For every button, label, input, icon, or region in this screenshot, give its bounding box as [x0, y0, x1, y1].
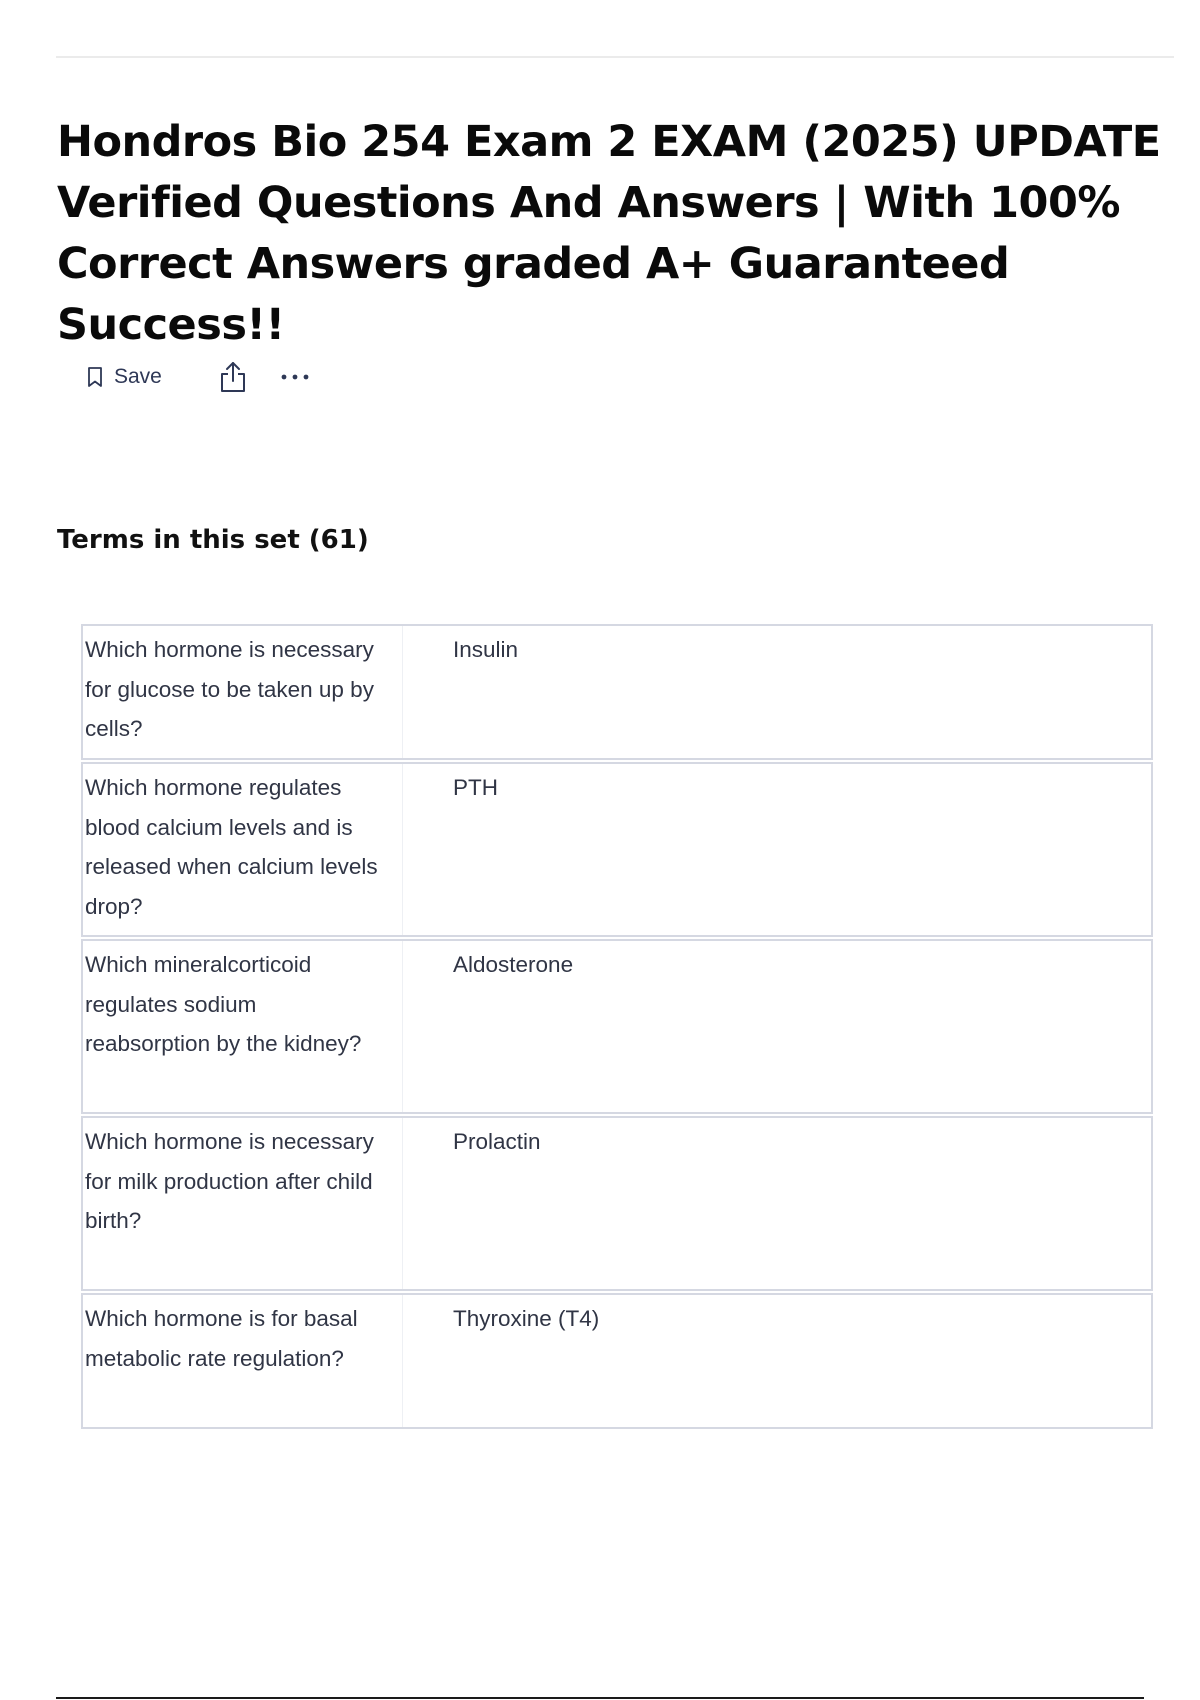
bookmark-icon — [86, 366, 104, 388]
term-answer: PTH — [453, 775, 498, 800]
save-button[interactable] — [86, 365, 162, 389]
action-bar — [86, 358, 312, 396]
term-question: Which mineralcorticoid regulates sodium reabsorption by the kidney? — [83, 941, 403, 1112]
term-question: Which hormone regulates blood calcium levels and is released when calcium levels drop? — [83, 764, 403, 935]
terms-heading: Terms in this set (61) — [57, 525, 369, 555]
term-card[interactable] — [81, 939, 1153, 1114]
term-answer: Prolactin — [453, 1129, 541, 1154]
top-divider — [56, 56, 1174, 58]
term-answer: Insulin — [453, 637, 519, 662]
page-title: Hondros Bio 254 Exam 2 EXAM (2025) UPDATE Verified Questions And Answers | With 100% Correct Answers graded A+ Guaranteed Success!! — [57, 117, 1161, 350]
term-answer: Aldosterone — [453, 952, 574, 977]
term-question: Which hormone is for basal metabolic rate regulation? — [83, 1295, 403, 1427]
term-card[interactable] — [81, 762, 1153, 937]
term-card[interactable] — [81, 1293, 1153, 1429]
terms-list — [81, 624, 1153, 1431]
term-question: Which hormone is necessary for milk production after child birth? — [83, 1118, 403, 1289]
term-card[interactable] — [81, 1116, 1153, 1291]
term-question: Which hormone is necessary for glucose to be taken up by cells? — [83, 626, 403, 758]
term-answer: Thyroxine (T4) — [453, 1306, 600, 1331]
save-button-label: Save — [114, 365, 162, 388]
bottom-divider — [56, 1697, 1144, 1699]
term-card[interactable] — [81, 624, 1153, 760]
more-options-icon[interactable] — [278, 367, 312, 387]
share-icon[interactable] — [218, 360, 248, 394]
